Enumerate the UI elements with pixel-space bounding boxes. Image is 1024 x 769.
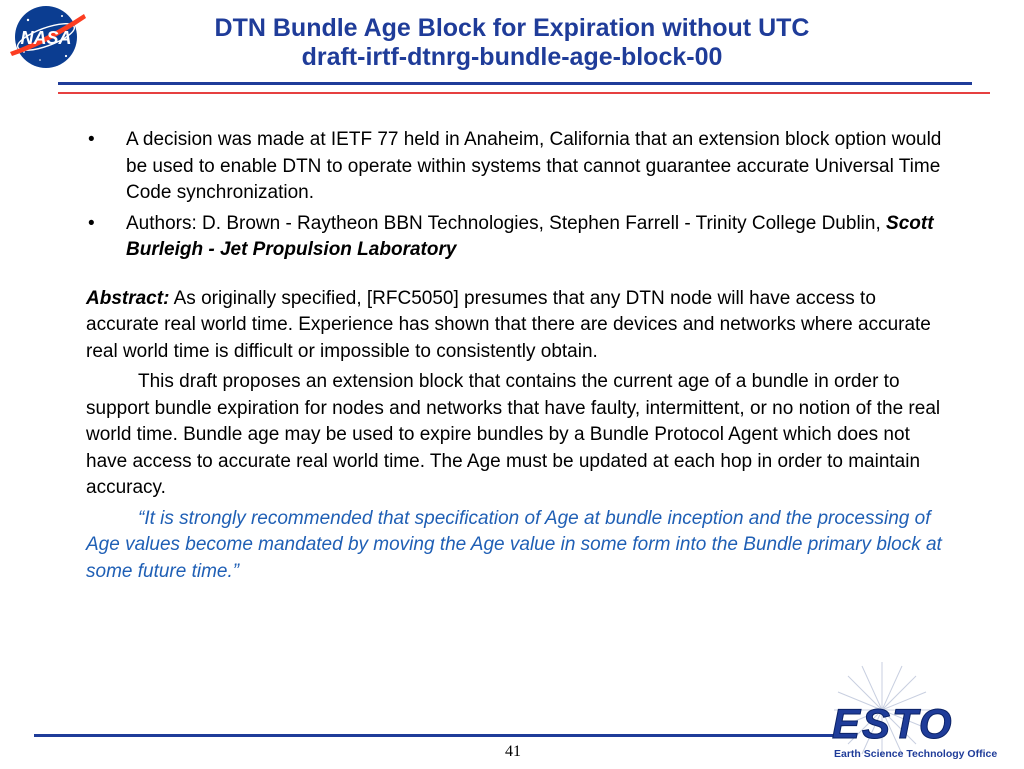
page-number: 41 — [505, 743, 521, 760]
esto-logo-text: ESTO — [832, 700, 954, 747]
title-line-1: DTN Bundle Age Block for Expiration without UTC — [214, 14, 810, 42]
slide-body — [86, 127, 946, 585]
title-line-2: draft-irtf-dtnrg-bundle-age-block-00 — [301, 43, 723, 71]
quote-paragraph — [86, 506, 946, 586]
abstract-text: As originally specified, [RFC5050] presumes that any DTN node will have access to accurate real world time. Experience has shown that there are devices and networks where accurate real world time is difficult or impossible to consistently obtain. — [86, 287, 931, 362]
bullet-icon: • — [88, 212, 95, 234]
author-emphasis: Scott Burleigh - Jet Propulsion Laboratory — [126, 212, 934, 260]
footer-rule — [34, 734, 838, 737]
slide-title — [100, 14, 924, 72]
abstract-label: Abstract: — [86, 287, 170, 309]
bullet-item — [86, 211, 946, 264]
bullet-icon: • — [88, 129, 95, 150]
esto-logo — [812, 660, 1018, 764]
header-rule-red — [58, 92, 990, 94]
abstract-paragraph — [86, 286, 946, 366]
nasa-logo — [6, 4, 88, 70]
esto-subtitle: Earth Science Technology Office — [834, 748, 998, 760]
bullet-item — [86, 127, 946, 207]
nasa-logo-text: NASA — [20, 28, 72, 48]
bullet-text: A decision was made at IETF 77 held in Anaheim, California that an extension block option would be used to enable DTN to operate within systems that cannot guarantee accurate Universal Time Code synchronization. — [126, 129, 942, 203]
abstract-paragraph-2 — [86, 369, 946, 502]
paragraph-text: This draft proposes an extension block that contains the current age of a bundle in order to support bundle expiration for nodes and networks that have faulty, intermittent, or no notion of the real world time. Bundle age may be used to expire bundles by a Bundle Protocol Agent which does not have access to accurate real world time. The Age must be updated at each hop in order to maintain accuracy. — [86, 371, 941, 498]
header-rule-blue — [58, 82, 972, 85]
quote-text: “It is strongly recommended that specification of Age at bundle inception and the processing of Age values become mandated by moving the Age value in some form into the Bundle primary block at some future time.” — [86, 507, 942, 582]
bullet-text: Authors: D. Brown - Raytheon BBN Technologies, Stephen Farrell - Trinity College Dublin, — [126, 212, 887, 234]
